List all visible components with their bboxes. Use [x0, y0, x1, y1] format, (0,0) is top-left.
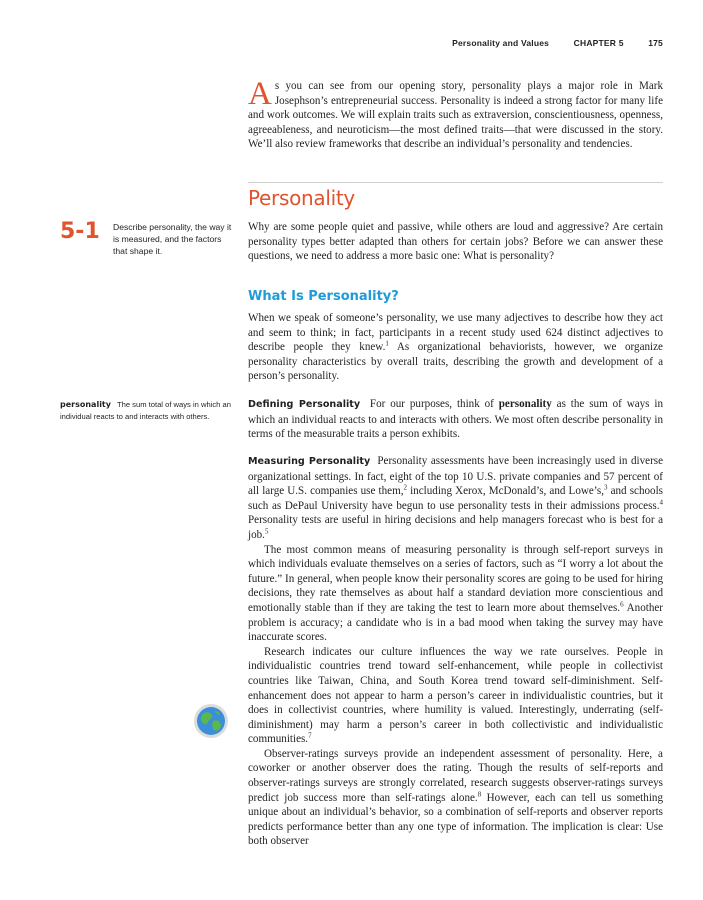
running-title: Personality and Values — [452, 38, 550, 48]
runin-heading-measuring: Measuring Personality — [248, 456, 371, 467]
footnote-ref: 1 — [385, 339, 389, 348]
measuring-para-1: Measuring Personality Personality assessments have been increasingly used in diverse organizational settings. In fact, eight of the top 10 U.S. private companies and 57 percent of all large U.S. companies use them,$^2$ including Xerox, McDonald’s, and Lowe’s,$^3$ and schools such as DePaul University have begun to use personality tests in their admissions process.$^4$ Personality tests are useful in hiring decisions and help managers forecast who is best for a job.$^5$ — [248, 455, 664, 541]
section-title: Personality — [248, 186, 355, 210]
measuring-personality-block — [248, 454, 663, 849]
measuring-para-3: Research indicates our culture influences the way we rate ourselves. People in individualistic countries trend toward self-enhancement, while people in collectivist countries like Taiwan, China, and South Korea trend toward self-diminishment. Self-enhancement does not appear to harm a person’s career in individualistic countries, but it does in collectivist countries, where humility is valued. Interestingly, underrating (self-diminishment) may harm a person’s career in both collectivistic and individualistic communities.$^7$ — [248, 645, 663, 746]
learning-objective-text: Describe personality, the way it is measured, and the factors that shape it. — [113, 222, 232, 256]
section-divider — [248, 182, 663, 183]
globe-icon — [193, 703, 229, 739]
section-intro-paragraph — [248, 220, 663, 264]
intro-paragraph — [248, 76, 663, 152]
running-header — [430, 38, 663, 48]
bold-term: personality — [498, 398, 552, 410]
intro-text: s you can see from our opening story, personality plays a major role in Mark Josephson’s entrepreneurial success. Personality is indeed a strong factor for many life and work outcomes. We will explain traits such as extraversion, conscientiousness, openness, agreeableness, and neuroticism—the most defined traits—that were discussed in the story. We’ll also review frameworks that describe an individual’s personality and tendencies. — [248, 80, 663, 151]
measuring-para-4: Observer-ratings surveys provide an independent assessment of personality. Here, a coworker or another observer does the rating. Though the results of self-reports and observer-ratings surveys are strongly correlated, research suggests observer-ratings surveys predict job success more than self-ratings alone.$^8$ However, each can tell us something unique about an individual’s behavior, so a combination of self-reports and observer reports predicts performance better than any one type of information. The implication is clear: Use both observer — [248, 747, 663, 848]
defining-personality-paragraph: Defining Personality For our purposes, think of personality as the sum of ways in which an individual reacts to and interacts with others. We most often describe personality in terms of the measurable traits a person exhibits. — [248, 398, 664, 441]
subsection-title: What Is Personality? — [248, 289, 399, 304]
chapter-label: CHAPTER 5 — [573, 38, 624, 48]
glossary-term: personality — [60, 400, 111, 409]
measuring-para-2: The most common means of measuring personality is through self-report surveys in which individuals evaluate themselves on a series of factors, such as “I worry a lot about the future.” In general, when people know their personality scores are going to be used for hiring decisions, they rate themselves as about half a standard deviation more conscientious and emotionally stable than if they are taking the test to learn more about themselves.$^6$ Another problem is accuracy; a candidate who is in a bad mood when taking the survey may have inaccurate scores. — [248, 543, 663, 644]
subsection-paragraph: When we speak of someone’s personality, we use many adjectives to describe how they act and seem to think; in fact, participants in a recent study used 624 distinct adjectives to describe people they knew.$^1$ As organizational behaviorists, however, we organize personality characteristics by overall traits, describing the growth and development of a person’s personality. — [248, 312, 663, 383]
learning-objective-number: 5-1 — [60, 219, 100, 244]
runin-heading-defining: Defining Personality — [248, 399, 361, 410]
glossary-definition: The sum total of ways in which an individual reacts to and interacts with others. — [60, 400, 231, 421]
page-number: 175 — [648, 38, 663, 48]
section-para: Why are some people quiet and passive, while others are loud and aggressive? Are certain personality types better adapted than others for certain jobs? Before we can answer these questions, we need to address a more basic one: What is personality? — [248, 221, 663, 263]
margin-glossary — [60, 399, 235, 422]
dropcap: A — [248, 76, 272, 112]
